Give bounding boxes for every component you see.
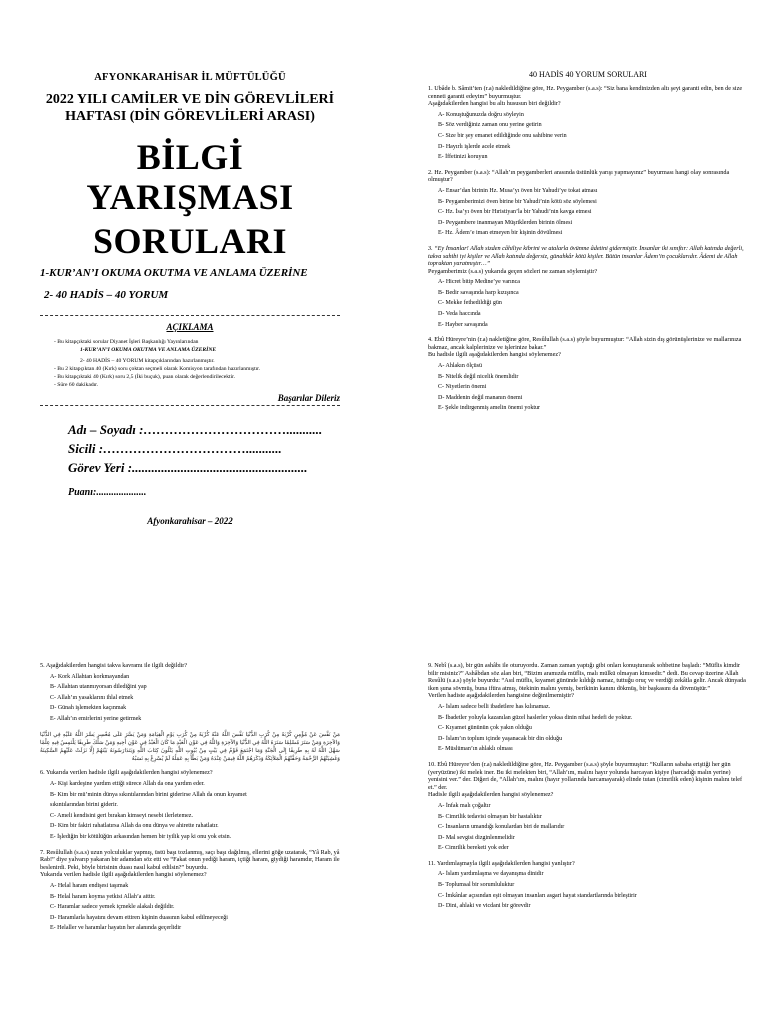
option-e[interactable]: E- Şekle indirgenmiş amelin önemi yoktur (438, 405, 541, 412)
question-6 (40, 769, 340, 842)
office-name: AFYONKARAHİSAR İL MÜFTÜLÜĞÜ (94, 72, 286, 83)
question-text: 2. Hz. Peygamber (s.a.s): “Allah’ın peygamberleri arasında üstünlük yarışı yapmayınız” buyurması hangi olay sonrasında olmuştur? (428, 168, 730, 184)
options-list (438, 110, 748, 163)
option-d[interactable]: D- Maddenin değil mananın önemi (438, 394, 523, 401)
questions-column-bottom-right (428, 662, 748, 912)
option-c[interactable]: C- İmkânlar açısından eşit olmayan insanları asgari hayat standartlarında birleştirir (438, 892, 637, 899)
option-c[interactable]: C- Mekke fethedildiği gün (438, 300, 502, 307)
option-d[interactable]: D- Kim bir fakiri rahatlatırsa Allah da onu dünya ve ahirette rahatlatır. (50, 823, 219, 830)
option-a[interactable]: A- Hicret bitip Medine’ye varınca (438, 279, 520, 286)
registry-field[interactable]: Sicili :……………………………........... (68, 441, 282, 456)
name-field[interactable]: Adı – Soyadı :……………………………........... (68, 422, 323, 437)
option-d[interactable]: D- Dini, ahlaki ve vicdani bir görevdir (438, 903, 531, 910)
option-d[interactable]: D- Veda haccında (438, 311, 481, 318)
option-e[interactable]: E- Hz. Âdem’e iman etmeyen bir kişinin dövülmesi (438, 230, 563, 237)
aciklama-title: AÇIKLAMA (166, 322, 214, 332)
question-text: 4. Ebû Hüreyre’nin (r.a) nakletiğine göre, Resûlullah (s.a.s) şöyle buyurmuştur: “Allah sizin dış görünüşlerinize ve mallarınıza bakmaz, ancak kalplerinize ve işlerinize bakar.” (428, 336, 742, 351)
option-a[interactable]: A- İslam yardımlaşma ve dayanışma dinidir (438, 871, 544, 878)
place-year: Afyonkarahisar – 2022 (147, 516, 233, 526)
option-c[interactable]: C- Size bir şey emanet edildiğinde onu sahibine verin (438, 132, 567, 139)
option-c[interactable]: C- İnsanların umandığı konulardan biri de mallarıdır (438, 824, 565, 831)
option-d[interactable]: D- Günah işlemekten kaçınmak (50, 705, 127, 712)
notes-list (40, 338, 340, 389)
option-a[interactable]: A- Helal haram endişesi taşımak (50, 882, 129, 889)
option-a[interactable]: A- Konuştuğunuzda doğru söyleyin (438, 111, 524, 118)
option-b[interactable]: B- Allahtan utanmıyorsan dilediğini yap (50, 684, 147, 691)
question-text: 10. Ebû Hüreyre’den (r.a) nakledildiğine göre, Hz. Peygamber (s.a.s) şöyle buyurmuştur: “Kulların sabaha eriştiği her gün (yeryüzüne) iki melek iner. Bu iki melekten biri, “Allah’ım, malını hayır yolunda harcayan kişiye (harcadığı malın yerine) yenisini ver.” der. Diğeri de, “Allah’ım, malını (hayır yollarında harcamayarak) elinde tutan (cimrilik eden) kişinin malını telef et.” der. (428, 760, 743, 791)
option-e[interactable]: E- Helaller ve haramlar hayatın her alanında geçerlidir (50, 925, 182, 932)
option-e[interactable]: E- İffetinizi koruyun (438, 154, 488, 161)
questions-header: 40 HADİS 40 YORUM SORULARI (529, 70, 647, 79)
option-c[interactable]: C- Haramlar sadece yemek içmekle alakalı değildir. (50, 904, 175, 911)
option-d[interactable]: D- İslam’ın toplum içinde yaşanacak bir din olduğu (438, 735, 563, 742)
question-prompt: Aşağıdakilerden hangisi bu altı hususun biri değildir? (428, 100, 561, 108)
position-field[interactable]: Görev Yeri :...................................................... (68, 460, 308, 475)
option-a[interactable]: A- Kork Allahtan korkmayandan (50, 673, 130, 680)
question-5 (40, 662, 340, 725)
option-e[interactable]: E- Hayber savaşında (438, 321, 488, 328)
options-list (438, 361, 748, 414)
question-text: 1. Ubâde b. Sâmit’ten (r.a) nakledildiğine göre, Hz. Peygamber (s.a.s): “Siz bana kendinizden altı şeyi garanti edin, ben de size cenneti garanti edeyim” buyurmuştur. (428, 85, 743, 100)
note-item: - Süre 60 dakikadır. (54, 382, 99, 388)
note-item: - Bu kitapçıktaki 40 (Kırk) soru 2,5 (İki buçuk), puan olarak değerlendirilecektir. (54, 374, 236, 380)
booklet-page-bottom (0, 512, 768, 1024)
option-b[interactable]: B- Kim bir mü’minin dünya sıkıntılarından birini giderirse Allah da onun kıyamet (50, 791, 247, 798)
option-a[interactable]: A- İslam sadece belli ibadetlere has kılınamaz. (438, 703, 551, 710)
option-d[interactable]: D- Mal sevgisi dizginlenmelidir (438, 834, 515, 841)
option-d[interactable]: D- Peygambere inanmayan Müşriklerden birinin ölmesi (438, 219, 573, 226)
note-item: 1-KUR’AN’I OKUMA OKUTMA VE ANLAMA ÜZERİNE (80, 347, 217, 353)
options-list (50, 881, 340, 934)
note-item: - Bu 2 kitapçıktan 40 (Kırk) soru çoktan seçmeli olarak Komisyon tarafından hazırlanmıştır. (54, 366, 261, 372)
option-b[interactable]: B- Cimrilik tedavisi olmayan bir hastalıktır (438, 813, 542, 820)
option-b[interactable]: B- Toplumsal bir sorumluluktur (438, 882, 515, 889)
option-c[interactable]: C- Hz. İsa’yı öven bir Hıristiyan’la bir Yahudi’nin kavga etmesi (438, 209, 592, 216)
option-d[interactable]: D- Hayırlı işlerde acele etmek (438, 143, 511, 150)
option-b[interactable]: B- Nitelik değil nicelik önemlidir (438, 373, 519, 380)
question-text: 7. Resûlullah (s.a.s) uzun yolculuklar yapmış, üstü başı tozlanmış, saçı başı dağılmış, ellerini göğe uzatarak, “Yâ Rab, yâ Rab!” diye yalvarıp yakaran bir adamdan söz etti ve “Fakat onun yediği haram, içtiği haram, giydiği haramdır, Haram ile beslenirdi. Peki, böyle birisinin duası nasıl kabul edilsin?” buyurdu. (40, 848, 340, 871)
week-title-line1: 2022 YILI CAMİLER VE DİN GÖREVLİLERİ (45, 92, 335, 107)
options-list (50, 672, 340, 725)
question-1 (428, 85, 748, 163)
option-b[interactable]: B- Bedir savaşında harp kızışınca (438, 289, 519, 296)
divider (40, 405, 340, 406)
option-d[interactable]: D- Haramlarla hayatını devam ettiren kişinin duasının kabul edilmeyeceği (50, 914, 228, 921)
arabic-hadith-text: مَنْ نَفَّسَ عَنْ مُؤْمِنٍ كُرْبَةً مِنْ كُرَبِ الدُّنْيَا نَفَّسَ اللَّهُ عَنْهُ كُرْبَةً مِنْ كُرَبِ يَوْمِ الْقِيَامَةِ وَمَنْ يَسَّرَ عَلَى مُعْسِرٍ يَسَّرَ اللَّهُ عَلَيْهِ فِي الدُّنْيَا وَالآخِرَةِ وَمَنْ سَتَرَ مُسْلِمًا سَتَرَهُ اللَّهُ فِي الدُّنْيَا وَالآخِرَةِ وَاللَّهُ فِي عَوْنِ الْعَبْدِ مَا كَانَ الْعَبْدُ فِي عَوْنِ أَخِيهِ وَمَنْ سَلَكَ طَرِيقًا يَلْتَمِسُ فِيهِ عِلْمًا سَهَّلَ اللَّهُ لَهُ بِهِ طَرِيقًا إِلَى الْجَنَّةِ وَمَا اجْتَمَعَ قَوْمٌ فِي بَيْتٍ مِنْ بُيُوتِ اللَّهِ يَتْلُونَ كِتَابَ اللَّهِ وَيَتَدَارَسُونَهُ بَيْنَهُمْ إِلَّا نَزَلَتْ عَلَيْهِمُ السَّكِينَةُ وَغَشِيَتْهُمُ الرَّحْمَةُ وَحَفَّتْهُمُ الْمَلاَئِكَةُ وَذَكَرَهُمُ اللَّهُ فِيمَنْ عِنْدَهُ وَمَنْ بَطَّأَ بِهِ عَمَلُهُ لَمْ يُسْرِعْ بِهِ نَسَبُهُ (40, 731, 340, 763)
divider (40, 315, 340, 316)
closing-wish: Başarılar Dileriz (277, 393, 340, 403)
question-11 (428, 860, 748, 912)
option-b-continued: sıkıntılarından birini giderir. (50, 802, 118, 809)
question-prompt: Yukarıda verilen hadisle ilgili aşağıdakilerden hangisi söylenemez? (40, 871, 207, 879)
question-prompt: Hadisle ilgili aşağıdakilerden hangisi söylenemez? (428, 791, 554, 799)
option-e[interactable]: E- Müslüman’ın ahlaklı olması (438, 746, 513, 753)
question-text: 11. Yardımlaşmayla ilgili aşağıdakilerden hangisi yanlıştır? (428, 859, 575, 867)
question-2 (428, 169, 748, 239)
options-list (438, 277, 748, 330)
question-text: 9. Nebî (s.a.s), bir gün ashâbı ile oturuyordu. Zaman zaman yaptığı gibi onları konuşturarak sohbetine başladı: “Müflis kimdir bilir misiniz?” Ashâbdan söz alan biri, “Bizim aramızda müflis, malı mülkü olmayan kimsedir.” dedi. Bu cevap üzerine Allah Resûlü (s.a.s) şöyle buyurdu: “Asıl müflis, kıyamet gününde kıldığı namaz, tuttuğu oruç ve verdiği zekâtla gelir. Ancak dünyada iken şuna sövmüş, buna iftira atmış, ötekinin malını yemiş, berikinin kanını dökmüş, bir başkasını da dövmüştür.” (428, 662, 746, 692)
option-b[interactable]: B- İbadetler yoluyla kazanılan güzel haslerler yoksa dinin nihai hedefi de yoktur. (438, 714, 633, 721)
main-title-line1: BİLGİ YARIŞMASI (86, 137, 294, 217)
cover-column (40, 0, 340, 526)
note-item: 2- 40 HADİS – 40 YORUM kitapçıklarından hazırlanmıştır. (80, 358, 215, 364)
options-list (438, 801, 748, 854)
option-b[interactable]: B- Peygamberimizi öven birine bir Yahudi’nin kötü söz söylemesi (438, 198, 597, 205)
options-list (50, 779, 340, 843)
week-title-line2: HAFTASI (DİN GÖREVLİLERİ ARASI) (65, 109, 315, 124)
option-c[interactable]: C- Kıyamet gününün çok yakın olduğu (438, 725, 532, 732)
subtitle-2: 2- 40 HADİS – 40 YORUM (44, 289, 169, 301)
question-prompt: Verilen hadiste aşağıdakilerden hangisine değinilmemiştir? (428, 692, 575, 700)
option-c[interactable]: C- Niyetlerin önemi (438, 384, 487, 391)
subtitle-1: 1-KUR’AN’I OKUMA OKUTMA VE ANLAMA ÜZERİNE (40, 267, 308, 279)
options-list (438, 869, 748, 911)
question-prompt: Bu hadisle ilgili aşağıdakilerden hangisi söylenemez? (428, 351, 561, 359)
options-list (438, 702, 748, 755)
question-text: 3. “Ey İnsanlar! Allah sizden câhiliye kibrini ve atalarla övünme âdetini gidermiştir. İnsanlar iki sınıftır: Allah katında değerli, takva sahibi iyi kişiler ve Allah katında değersiz, günahkâr kötü kişiler. Bütün insanlar Âdem’in çocuklarıdır. Âdemi de Allah topraktan yaratmıştır…” (428, 244, 744, 268)
option-a[interactable]: A- İnfak malı çoğaltır (438, 802, 491, 809)
option-e[interactable]: E- Cimrilik bereketi yok eder (438, 845, 509, 852)
option-b[interactable]: B- Helal haram koyma yetkisi Allah’a aittir. (50, 893, 156, 900)
questions-column-top (428, 0, 748, 414)
option-c[interactable]: C- Ameli kendisini geri bırakan kimseyi nesebi ilerletemez. (50, 812, 193, 819)
question-prompt: Peygamberimiz (s.a.s) yukarıda geçen sözleri ne zaman söylemiştir? (428, 267, 598, 275)
option-e[interactable]: E- İşlediğin bir kötülüğün arkasından hemen bir iyilik yap ki onu yok etsin. (50, 833, 232, 840)
question-text: 5. Aşağıdakilerden hangisi takva kavramı ile ilgili değildir? (40, 662, 188, 669)
option-b[interactable]: B- Söz verdiğiniz zaman onu yerine getirin (438, 122, 542, 129)
option-a[interactable]: A- Ahlakın ölçüsü (438, 363, 482, 370)
question-text: 6. Yukarıda verilen hadisle ilgili aşağıdakilerden hangisi söylenemez? (40, 769, 213, 777)
question-10 (428, 761, 748, 854)
option-a[interactable]: A- Ensar’dan birinin Hz. Musa’yı öven bir Yahudi’ye tokat atması (438, 187, 598, 194)
option-e[interactable]: E- Allah’ın emirlerini yerine getirmek (50, 715, 142, 722)
main-title-line2: SORULARI (92, 221, 288, 261)
question-3 (428, 245, 748, 330)
note-item: - Bu kitapçıktaki sorular Diyanet İşleri Başkanlığı Yayınlarından (54, 339, 199, 345)
option-c[interactable]: C- Allah’ın yasaklarını ihlal etmek (50, 694, 134, 701)
questions-column-bottom-left (40, 662, 340, 934)
options-list (438, 186, 748, 239)
score-field[interactable]: Puanı:.................... (68, 487, 147, 498)
question-7 (40, 849, 340, 934)
question-9 (428, 662, 748, 755)
question-4 (428, 336, 748, 414)
option-a[interactable]: A- Kişi kardeşine yardım ettiği sürece Allah da ona yardım eder. (50, 780, 205, 787)
